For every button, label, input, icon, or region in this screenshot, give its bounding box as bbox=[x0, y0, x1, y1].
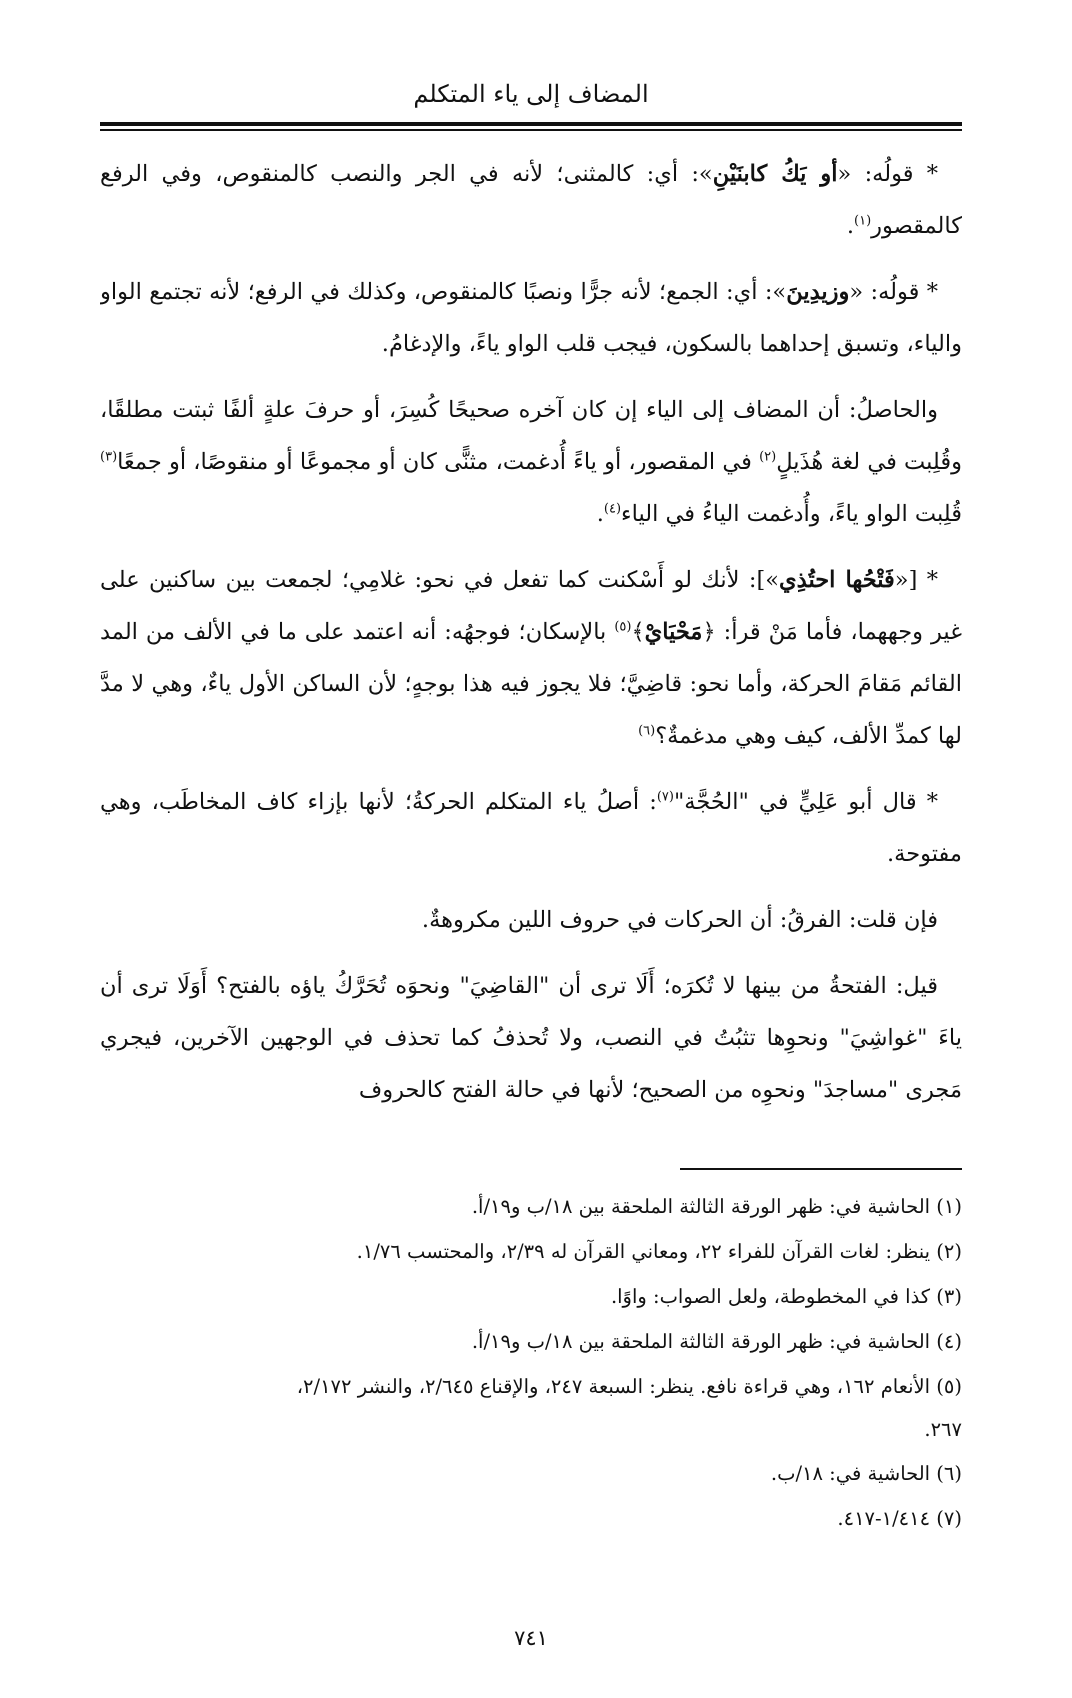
paragraph-text: ﴾ bbox=[631, 619, 645, 645]
paragraph-5 bbox=[100, 776, 962, 880]
footnote-5-continuation: ٢٦٧. bbox=[924, 1418, 962, 1441]
footnote-2: (٢) ينظر: لغات القرآن للفراء ٢٢، ومعاني القرآن له ٢/٣٩، والمحتسب ١/٧٦. bbox=[356, 1240, 962, 1263]
footnote-3: (٣) كذا في المخطوطة، ولعل الصواب: واوًا. bbox=[610, 1285, 962, 1308]
paragraph-text: . bbox=[846, 213, 855, 239]
quoted-verse: أو يَكُ كابنَيْنِ bbox=[712, 161, 838, 187]
footnote-ref: (١) bbox=[854, 213, 872, 229]
footnote-4: (٤) الحاشية في: ظهر الورقة الثالثة الملحقة بين ١٨/ب و١٩/أ. bbox=[471, 1330, 962, 1353]
paragraph-3 bbox=[100, 384, 962, 540]
paragraph-text: والحاصلُ: أن المضاف إلى الياء إن كان آخره صحيحًا كُسِرَ، أو حرفَ علةٍ ألفًا ثبتت مطلقًا، وقُلِبت في لغة هُذَيلٍ bbox=[100, 397, 962, 475]
footnote-1: (١) الحاشية في: ظهر الورقة الثالثة الملحقة بين ١٨/ب و١٩/أ. bbox=[471, 1195, 962, 1218]
paragraph-text: قيل: الفتحةُ من بينها لا تُكرَه؛ أَلَا ترى أن "القاضِيَ" ونحوَه تُحَرَّكُ ياؤه بالفتح؟ أَوَلَا ترى أن ياءَ "غواشِيَ" ونحوِها تثبُتُ في النصب، ولا تُحذفُ كما تحذف في الوجهين الآخرين، فيجري مَجرى "مساجدَ" ونحوِه من الصحيح؛ لأنها في حالة الفتح كالحروف bbox=[100, 973, 962, 1103]
paragraph-text: * [« bbox=[894, 567, 939, 593]
page-number: ٧٤١ bbox=[514, 1626, 548, 1650]
paragraph-text: . bbox=[596, 501, 604, 527]
header-rule-thick bbox=[100, 122, 962, 126]
footnote-ref: (٥) bbox=[614, 619, 632, 635]
footnote-ref: (٢) bbox=[759, 449, 777, 465]
paragraph-text: * قولُه: « bbox=[849, 279, 938, 305]
footnote-ref: (٧) bbox=[656, 789, 674, 805]
paragraph-text: في المقصور، أو ياءً أُدغمت، مثنًّى كان أو مجموعًا أو منقوصًا، أو جمعًا bbox=[117, 449, 760, 475]
main-text bbox=[100, 148, 962, 1158]
paragraph-text: »: أي: الجمع؛ لأنه جرًّا ونصبًا كالمنقوص، وكذلك في الرفع؛ لأنه تجتمع الواو والياء، وتسبق إحداهما بالسكون، فيجب قلب الواو ياءً، والإدغامُ. bbox=[100, 279, 962, 357]
quoted-verse: فَتْحُها احتُذِي bbox=[779, 567, 895, 593]
paragraph-4 bbox=[100, 554, 962, 762]
quoted-verse: وزيدِينَ bbox=[786, 279, 850, 305]
paragraph-text: * قولُه: « bbox=[837, 161, 939, 187]
paragraph-text: فإن قلت: الفرقُ: أن الحركات في حروف اللين مكروهةٌ. bbox=[421, 907, 938, 933]
paragraph-text: * قال أبو عَلِيٍّ في "الحُجَّة" bbox=[673, 789, 938, 815]
paragraph-text: بالإسكان؛ فوجهُه: أنه اعتمد على ما في الألف من المد القائم مَقامَ الحركة، وأما نحو: قاضِيَّ؛ فلا يجوز فيه هذا بوجهٍ؛ لأن الساكن الأول ياءٌ، وهي لا مدَّ لها كمدِّ الألف، كيف وهي مدغمةٌ؟ bbox=[100, 619, 962, 749]
paragraph-1 bbox=[100, 148, 962, 252]
footnotes bbox=[100, 1184, 962, 1594]
footnote-6: (٦) الحاشية في: ١٨/ب. bbox=[770, 1462, 962, 1485]
running-header: المضاف إلى ياء المتكلم bbox=[413, 80, 649, 108]
paragraph-2 bbox=[100, 266, 962, 370]
footnote-ref: (٦) bbox=[638, 723, 656, 739]
paragraph-text: : أصلُ ياء المتكلم الحركةُ؛ لأنها بإزاء كاف المخاطَب، وهي مفتوحة. bbox=[100, 789, 962, 867]
footnote-7: (٧) ١/٤١٤-٤١٧. bbox=[837, 1507, 962, 1530]
quran-word: مَحْيَايْ bbox=[644, 619, 703, 645]
footnote-5: (٥) الأنعام ١٦٢، وهي قراءة نافع. ينظر: السبعة ٢٤٧، والإقناع ٢/٦٤٥، والنشر ٢/١٧٢، bbox=[296, 1375, 962, 1398]
footnote-ref: (٤) bbox=[603, 501, 622, 517]
paragraph-7 bbox=[100, 960, 962, 1116]
paragraph-text: »]: لأنك لو أَسْكنت كما تفعل في نحو: غلامِي؛ لجمعت بين ساكنين على غير وجههما، فأما مَنْ قرأ: ﴿ bbox=[100, 567, 962, 645]
paragraph-6 bbox=[100, 894, 962, 946]
paragraph-text: »: أي: كالمثنى؛ لأنه في الجر والنصب كالمنقوص، وفي الرفع كالمقصور bbox=[100, 161, 962, 239]
footnote-separator bbox=[680, 1168, 962, 1170]
footnote-ref: (٣) bbox=[100, 449, 118, 465]
paragraph-text: قُلِبت الواو ياءً، وأُدغمت الياءُ في الياء bbox=[621, 501, 962, 527]
header-rule-thin bbox=[100, 129, 962, 131]
